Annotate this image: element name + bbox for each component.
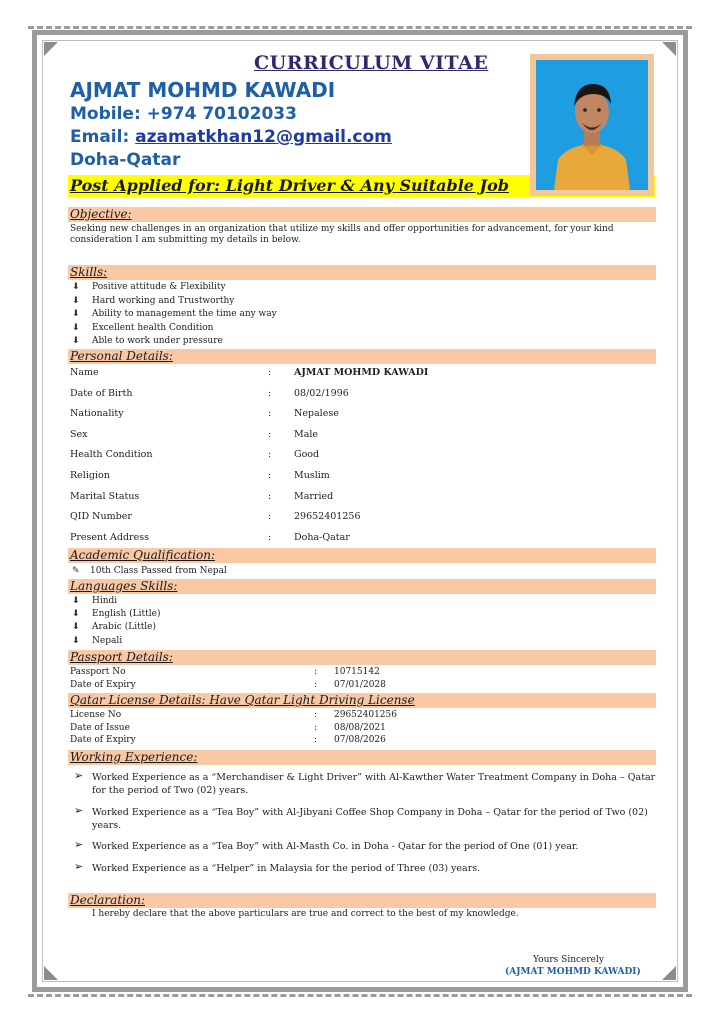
skill-item: Hard working and Trustworthy xyxy=(92,295,235,306)
objective-text: Seeking new challenges in an organization that utilize my skills and offer opportunities for advancement, for your kind consideration I am submitting my details in below. xyxy=(70,224,614,245)
corner-ornament-bottom-left xyxy=(44,966,58,980)
mobile-number: Mobile: +974 70102033 xyxy=(70,104,297,124)
corner-ornament-top-right xyxy=(662,42,676,56)
colon-separator: : xyxy=(268,387,272,399)
colon-separator: : xyxy=(314,679,318,690)
checkmark-bullet-icon: ✎ xyxy=(72,566,80,576)
personal-key: Date of Birth xyxy=(70,387,133,399)
personal-key: Religion xyxy=(70,470,110,481)
profile-photo xyxy=(536,60,648,190)
personal-key: Name xyxy=(70,367,99,378)
arrow-down-bullet-icon: ⬇ xyxy=(72,322,80,333)
colon-separator: : xyxy=(268,490,272,502)
experience-item: Worked Experience as a “Helper” in Malaysia for the period of Three (03) years. xyxy=(92,863,481,874)
license-key: Date of Expiry xyxy=(70,735,136,745)
arrow-down-bullet-icon: ⬇ xyxy=(72,622,80,633)
arrow-down-bullet-icon: ⬇ xyxy=(72,309,80,319)
corner-ornament-bottom-right xyxy=(662,966,676,980)
experience-item: Worked Experience as a “Tea Boy” with Al-Masth Co. in Doha - Qatar for the period of One (01) year. xyxy=(92,841,579,852)
arrow-down-bullet-icon: ⬇ xyxy=(72,336,80,346)
arrow-down-bullet-icon: ⬇ xyxy=(72,635,80,646)
personal-value: Married xyxy=(294,490,334,502)
colon-separator: : xyxy=(314,735,318,745)
passport-key: Date of Expiry xyxy=(70,679,136,690)
colon-separator: : xyxy=(268,367,272,378)
declaration-text: I hereby declare that the above particulars are true and correct to the best of my knowledge. xyxy=(92,909,519,919)
language-item: English (Little) xyxy=(92,609,161,620)
personal-heading: Personal Details: xyxy=(70,349,173,363)
city: Doha-Qatar xyxy=(70,150,181,170)
personal-value: 29652401256 xyxy=(294,511,361,523)
colon-separator: : xyxy=(268,470,272,481)
language-item: Arabic (Little) xyxy=(92,622,157,633)
passport-key: Passport No xyxy=(70,667,126,677)
colon-separator: : xyxy=(268,511,272,523)
signature-closing: Yours Sincerely xyxy=(533,955,604,965)
personal-value: Nepalese xyxy=(294,408,339,420)
experience-heading: Working Experience: xyxy=(70,750,198,764)
email-line xyxy=(70,127,392,147)
objective-heading: Objective: xyxy=(70,207,132,221)
skills-header-bar xyxy=(68,265,656,280)
document-title: CURRICULUM VITAE xyxy=(254,52,489,74)
license-key: Date of Issue xyxy=(70,722,130,733)
profile-photo-frame xyxy=(530,54,654,196)
passport-value: 10715142 xyxy=(334,667,380,677)
personal-value: Good xyxy=(294,449,320,461)
arrow-down-bullet-icon: ⬇ xyxy=(72,596,80,606)
declaration-heading: Declaration: xyxy=(70,893,145,907)
language-item: Nepali xyxy=(92,635,123,646)
arrow-down-bullet-icon: ⬇ xyxy=(72,282,80,292)
post-applied: Post Applied for: Light Driver & Any Suitable Job xyxy=(70,176,509,195)
personal-value: 08/02/1996 xyxy=(294,387,349,399)
page-border-bottom xyxy=(28,994,692,1001)
declaration-header-bar xyxy=(68,893,656,908)
colon-separator: : xyxy=(268,428,272,440)
languages-heading: Languages Skills: xyxy=(70,579,178,593)
experience-item: Worked Experience as a “Merchandiser & Light Driver” with Al-Kawther Water Treatment Company in Doha – Qatar for the period of Two (02) years. xyxy=(92,772,656,796)
personal-key: Sex xyxy=(70,428,88,440)
arrow-right-bullet-icon: ➢ xyxy=(74,860,84,873)
arrow-right-bullet-icon: ➢ xyxy=(74,804,84,817)
colon-separator: : xyxy=(268,531,272,543)
colon-separator: : xyxy=(314,722,318,733)
language-item: Hindi xyxy=(92,596,118,606)
colon-separator: : xyxy=(268,449,272,461)
email-label: Email: xyxy=(70,127,136,147)
colon-separator: : xyxy=(314,667,318,677)
personal-key: Present Address xyxy=(70,531,149,543)
license-value: 08/08/2021 xyxy=(334,722,386,733)
skill-item: Able to work under pressure xyxy=(92,336,223,346)
colon-separator: : xyxy=(268,408,272,420)
skill-item: Ability to management the time any way xyxy=(92,309,277,319)
skills-heading: Skills: xyxy=(70,265,108,279)
passport-heading: Passport Details: xyxy=(70,650,173,664)
license-heading: Qatar License Details: Have Qatar Light Driving License xyxy=(70,693,415,707)
arrow-down-bullet-icon: ⬇ xyxy=(72,295,80,306)
academic-heading: Academic Qualification: xyxy=(70,548,216,562)
personal-key: Marital Status xyxy=(70,490,140,502)
personal-key: Nationality xyxy=(70,408,124,420)
corner-ornament-top-left xyxy=(44,42,58,56)
license-value: 07/08/2026 xyxy=(334,735,386,745)
academic-item: 10th Class Passed from Nepal xyxy=(90,566,227,576)
personal-key: Health Condition xyxy=(70,449,153,461)
email-link[interactable]: azamatkhan12@gmail.com xyxy=(135,127,392,147)
arrow-right-bullet-icon: ➢ xyxy=(74,769,84,782)
signature-name: (AJMAT MOHMD KAWADI) xyxy=(505,967,641,977)
experience-item: Worked Experience as a “Tea Boy” with Al-Jibyani Coffee Shop Company in Doha – Qatar for the period of Two (02) years. xyxy=(92,807,648,831)
personal-value: Doha-Qatar xyxy=(294,531,350,543)
personal-value: Muslim xyxy=(294,470,330,481)
license-value: 29652401256 xyxy=(334,710,397,720)
person-portrait-icon xyxy=(536,60,648,190)
skill-item: Positive attitude & Flexibility xyxy=(92,282,226,292)
personal-value: AJMAT MOHMD KAWADI xyxy=(294,367,429,378)
skill-item: Excellent health Condition xyxy=(92,322,214,333)
applicant-name: AJMAT MOHMD KAWADI xyxy=(70,78,336,102)
personal-value: Male xyxy=(294,428,319,440)
objective-header-bar xyxy=(68,207,656,222)
license-key: License No xyxy=(70,710,122,720)
colon-separator: : xyxy=(314,710,318,720)
personal-key: QID Number xyxy=(70,511,132,523)
passport-value: 07/01/2028 xyxy=(334,679,386,690)
arrow-down-bullet-icon: ⬇ xyxy=(72,609,80,620)
arrow-right-bullet-icon: ➢ xyxy=(74,838,84,851)
